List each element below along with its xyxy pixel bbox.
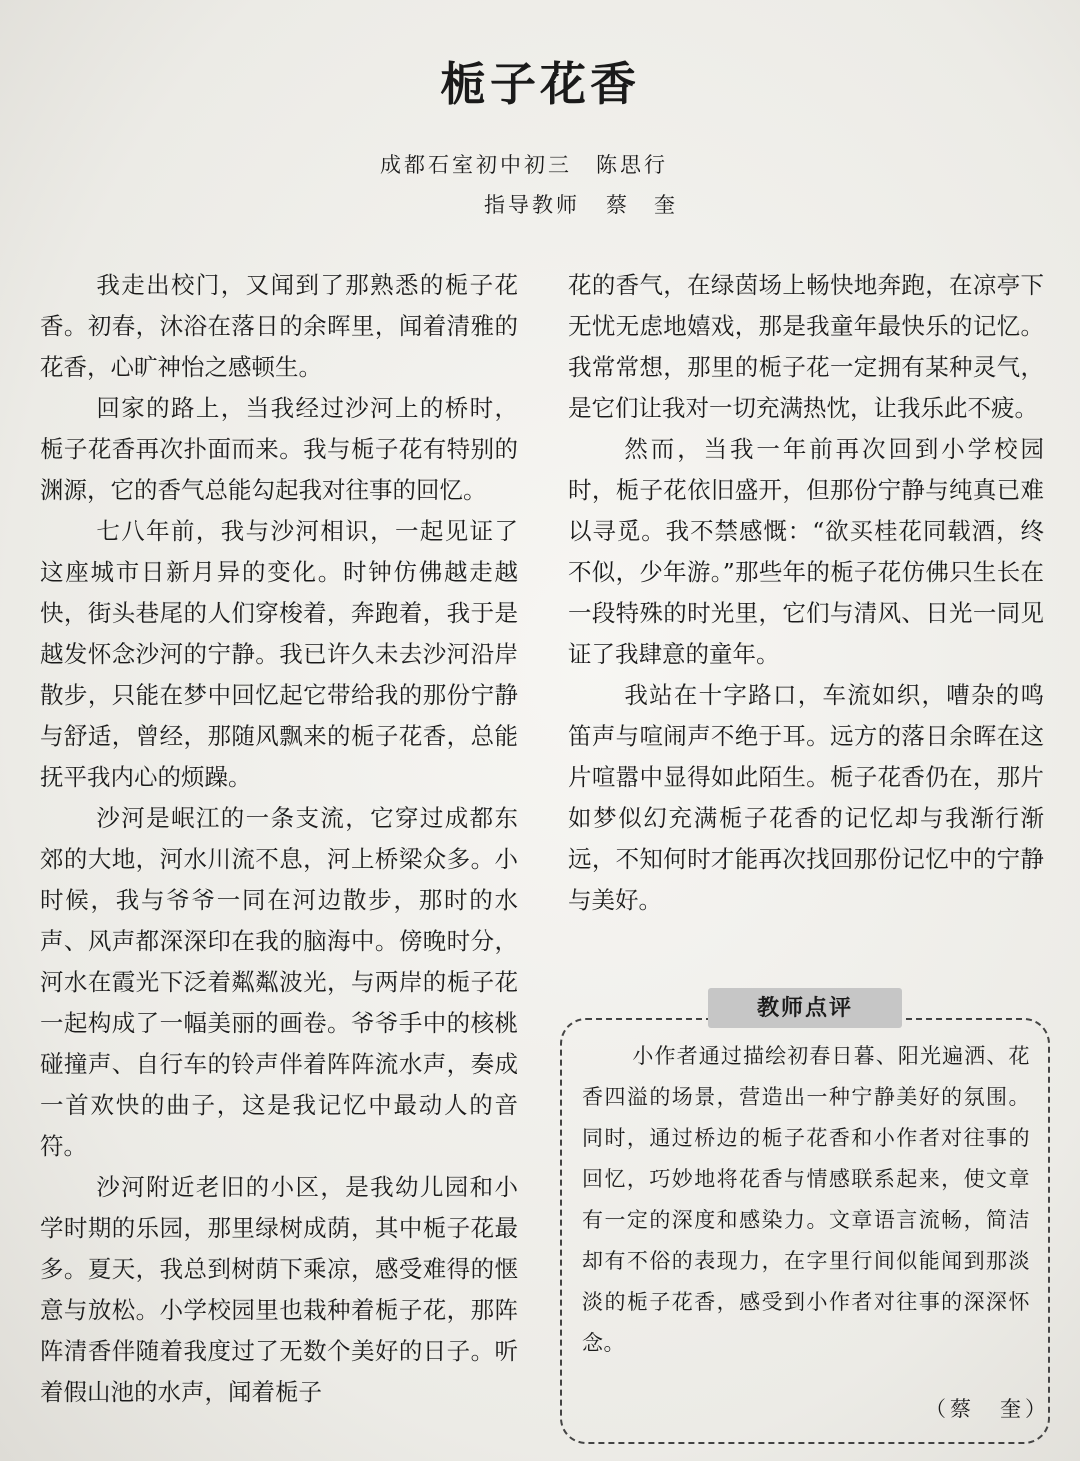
- paragraph: 我走出校门，又闻到了那熟悉的栀子花香。初春，沐浴在落日的余晖里，闻着清雅的花香，心旷神怡之感顿生。: [40, 271, 518, 381]
- paragraph: 沙河附近老旧的小区，是我幼儿园和小学时期的乐园，那里绿树成荫，其中栀子花最多。夏天，我总到树荫下乘凉，感受难得的惬意与放松。小学校园里也栽种着栀子花，那阵阵清香伴随着我度过了无数个美好的日子。听着假山池的水声，闻着栀子: [40, 1173, 518, 1406]
- paragraph-continuation: 花的香气，在绿茵场上畅快地奔跑，在凉亭下无忧无虑地嬉戏，那是我童年最快乐的记忆。我常常想，那里的栀子花一定拥有某种灵气，是它们让我对一切充满热忱，让我乐此不疲。: [568, 271, 1044, 422]
- teacher-comment-signoff: （蔡 奎）: [925, 1397, 1050, 1421]
- teacher-comment-paragraph: 小作者通过描绘初春日暮、阳光遍洒、花香四溢的场景，营造出一种宁静美好的氛围。同时，通过桥边的栀子花香和小作者对往事的回忆，巧妙地将花香与情感联系起来，使文章有一定的深度和感染力。文章语言流畅，简洁却有不俗的表现力，在字里行间似能闻到那淡淡的栀子花香，感受到小作者对往事的深深怀念。: [582, 1044, 1030, 1355]
- teacher-line: [380, 185, 678, 225]
- paragraph: 然而，当我一年前再次回到小学校园时，栀子花依旧盛开，但那份宁静与纯真已难以寻觅。我不禁感慨：“欲买桂花同载酒，终不似，少年游。”那些年的栀子花仿佛只生长在一段特殊的时光里，它们与清风、日光一同见证了我肆意的童年。: [568, 435, 1044, 668]
- paragraph: 沙河是岷江的一条支流，它穿过成都东郊的大地，河水川流不息，河上桥梁众多。小时候，我与爷爷一同在河边散步，那时的水声、风声都深深印在我的脑海中。傍晚时分，河水在霞光下泛着粼粼波光，与两岸的栀子花一起构成了一幅美丽的画卷。爷爷手中的核桃碰撞声、自行车的铃声伴着阵阵流水声，奏成一首欢快的曲子，这是我记忆中最动人的音符。: [40, 804, 518, 1160]
- teacher-label: 指导教师: [484, 193, 580, 217]
- paragraph: 回家的路上，当我经过沙河上的桥时，栀子花香再次扑面而来。我与栀子花有特别的渊源，它的香气总能勾起我对往事的回忆。: [40, 394, 518, 504]
- teacher-comment-label: 教师点评: [708, 988, 902, 1028]
- left-column: [40, 265, 518, 1413]
- right-column: [568, 265, 1044, 921]
- paragraph: 七八年前，我与沙河相识，一起见证了这座城市日新月异的变化。时钟仿佛越走越快，街头巷尾的人们穿梭着，奔跑着，我于是越发怀念沙河的宁静。我已许久未去沙河沿岸散步，只能在梦中回忆起它带给我的那份宁静与舒适，曾经，那随风飘来的栀子花香，总能抚平我内心的烦躁。: [40, 517, 518, 791]
- teacher-name: 蔡 奎: [606, 193, 678, 217]
- paragraph: 我站在十字路口，车流如织，嘈杂的鸣笛声与喧闹声不绝于耳。远方的落日余晖在这片喧嚣中显得如此陌生。栀子花香仍在，那片如梦似幻充满栀子花香的记忆却与我渐行渐远，不知何时才能再次找回那份记忆中的宁静与美好。: [568, 681, 1044, 914]
- teacher-comment-text: [582, 1036, 1030, 1364]
- byline: [380, 145, 678, 225]
- article-title: 栀子花香: [440, 57, 640, 111]
- author-line: 成都石室初中初三 陈思行: [380, 153, 668, 177]
